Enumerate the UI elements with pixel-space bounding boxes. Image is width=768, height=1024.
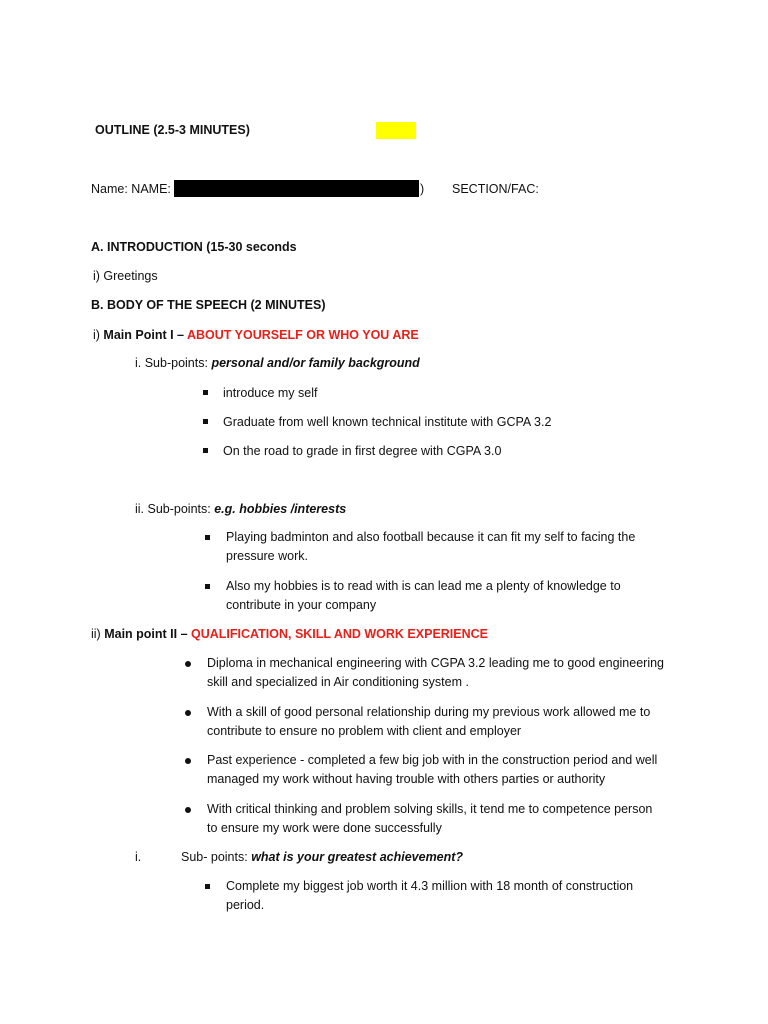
square-bullet-icon (205, 584, 210, 589)
sub-point-1-label: i. Sub-points: (135, 356, 212, 370)
list-item-line: With critical thinking and problem solving skills, it tend me to competence person (207, 802, 653, 816)
square-bullet-icon (203, 448, 208, 453)
round-bullet-icon (185, 807, 191, 813)
sub-point-2-title: e.g. hobbies /interests (214, 502, 347, 516)
body-heading: B. BODY OF THE SPEECH (2 MINUTES) (91, 298, 326, 312)
sub-point-3-label: Sub- points: (181, 850, 252, 864)
list-item-line: to ensure my work were done successfully (207, 821, 442, 835)
list-item (207, 751, 657, 789)
introduction-heading: A. INTRODUCTION (15-30 seconds (91, 240, 297, 254)
square-bullet-icon (203, 419, 208, 424)
round-bullet-icon (185, 710, 191, 716)
sub-point-1-title: personal and/or family background (211, 356, 420, 370)
list-item-line: contribute to ensure no problem with client and employer (207, 724, 522, 738)
redacted-name (174, 180, 419, 197)
main-point-2-title: QUALIFICATION, SKILL AND WORK EXPERIENCE (191, 627, 489, 641)
main-point-1-label: Main Point I – (103, 328, 187, 342)
list-item (226, 877, 633, 915)
list-item-line: managed my work without having trouble with others parties or authority (207, 772, 606, 786)
round-bullet-icon (185, 758, 191, 764)
main-point-2-label: Main point II – (104, 627, 192, 641)
list-item (207, 800, 652, 838)
main-point-2 (91, 626, 488, 642)
list-item-line: With a skill of good personal relationship during my previous work allowed me to (207, 705, 651, 719)
list-item-line: Complete my biggest job worth it 4.3 million with 18 month of construction (226, 879, 634, 893)
list-item-line: Playing badminton and also football because it can fit my self to facing the (226, 530, 636, 544)
square-bullet-icon (205, 884, 210, 889)
sub-point-1 (135, 355, 420, 371)
list-item-line: Past experience - completed a few big job with in the construction period and well (207, 753, 658, 767)
round-bullet-icon (185, 661, 191, 667)
name-label: Name: NAME: (91, 182, 171, 196)
sub-point-3 (181, 849, 463, 865)
main-point-2-prefix: ii) (91, 627, 105, 641)
list-item (226, 577, 621, 615)
sub-point-3-title: what is your greatest achievement? (251, 850, 464, 864)
list-item-line: Also my hobbies is to read with is can lead me a plenty of knowledge to (226, 579, 621, 593)
square-bullet-icon (203, 390, 208, 395)
main-point-1-prefix: i) (93, 328, 104, 342)
list-item-line: contribute in your company (226, 598, 377, 612)
list-item (226, 528, 635, 566)
greetings-item: i) Greetings (93, 269, 158, 283)
section-label: SECTION/FAC: (452, 182, 539, 196)
list-item-line: skill and specialized in Air conditioning system . (207, 675, 469, 689)
list-item (207, 703, 650, 741)
list-item-line: period. (226, 898, 265, 912)
list-item-line: pressure work. (226, 549, 308, 563)
list-item-line: Diploma in mechanical engineering with CGPA 3.2 leading me to good engineering (207, 656, 664, 670)
list-item (207, 654, 664, 692)
sub-point-3-number: i. (135, 850, 142, 864)
outline-title: OUTLINE (2.5-3 MINUTES) (95, 123, 250, 137)
name-paren: ) (420, 182, 425, 196)
list-item: Graduate from well known technical institute with GCPA 3.2 (223, 415, 552, 429)
list-item: introduce my self (223, 386, 318, 400)
square-bullet-icon (205, 535, 210, 540)
list-item: On the road to grade in first degree with CGPA 3.0 (223, 444, 502, 458)
yellow-highlight (376, 122, 416, 139)
sub-point-2 (135, 501, 346, 517)
main-point-1 (93, 327, 419, 343)
sub-point-2-label: ii. Sub-points: (135, 502, 215, 516)
main-point-1-title: ABOUT YOURSELF OR WHO YOU ARE (187, 328, 419, 342)
